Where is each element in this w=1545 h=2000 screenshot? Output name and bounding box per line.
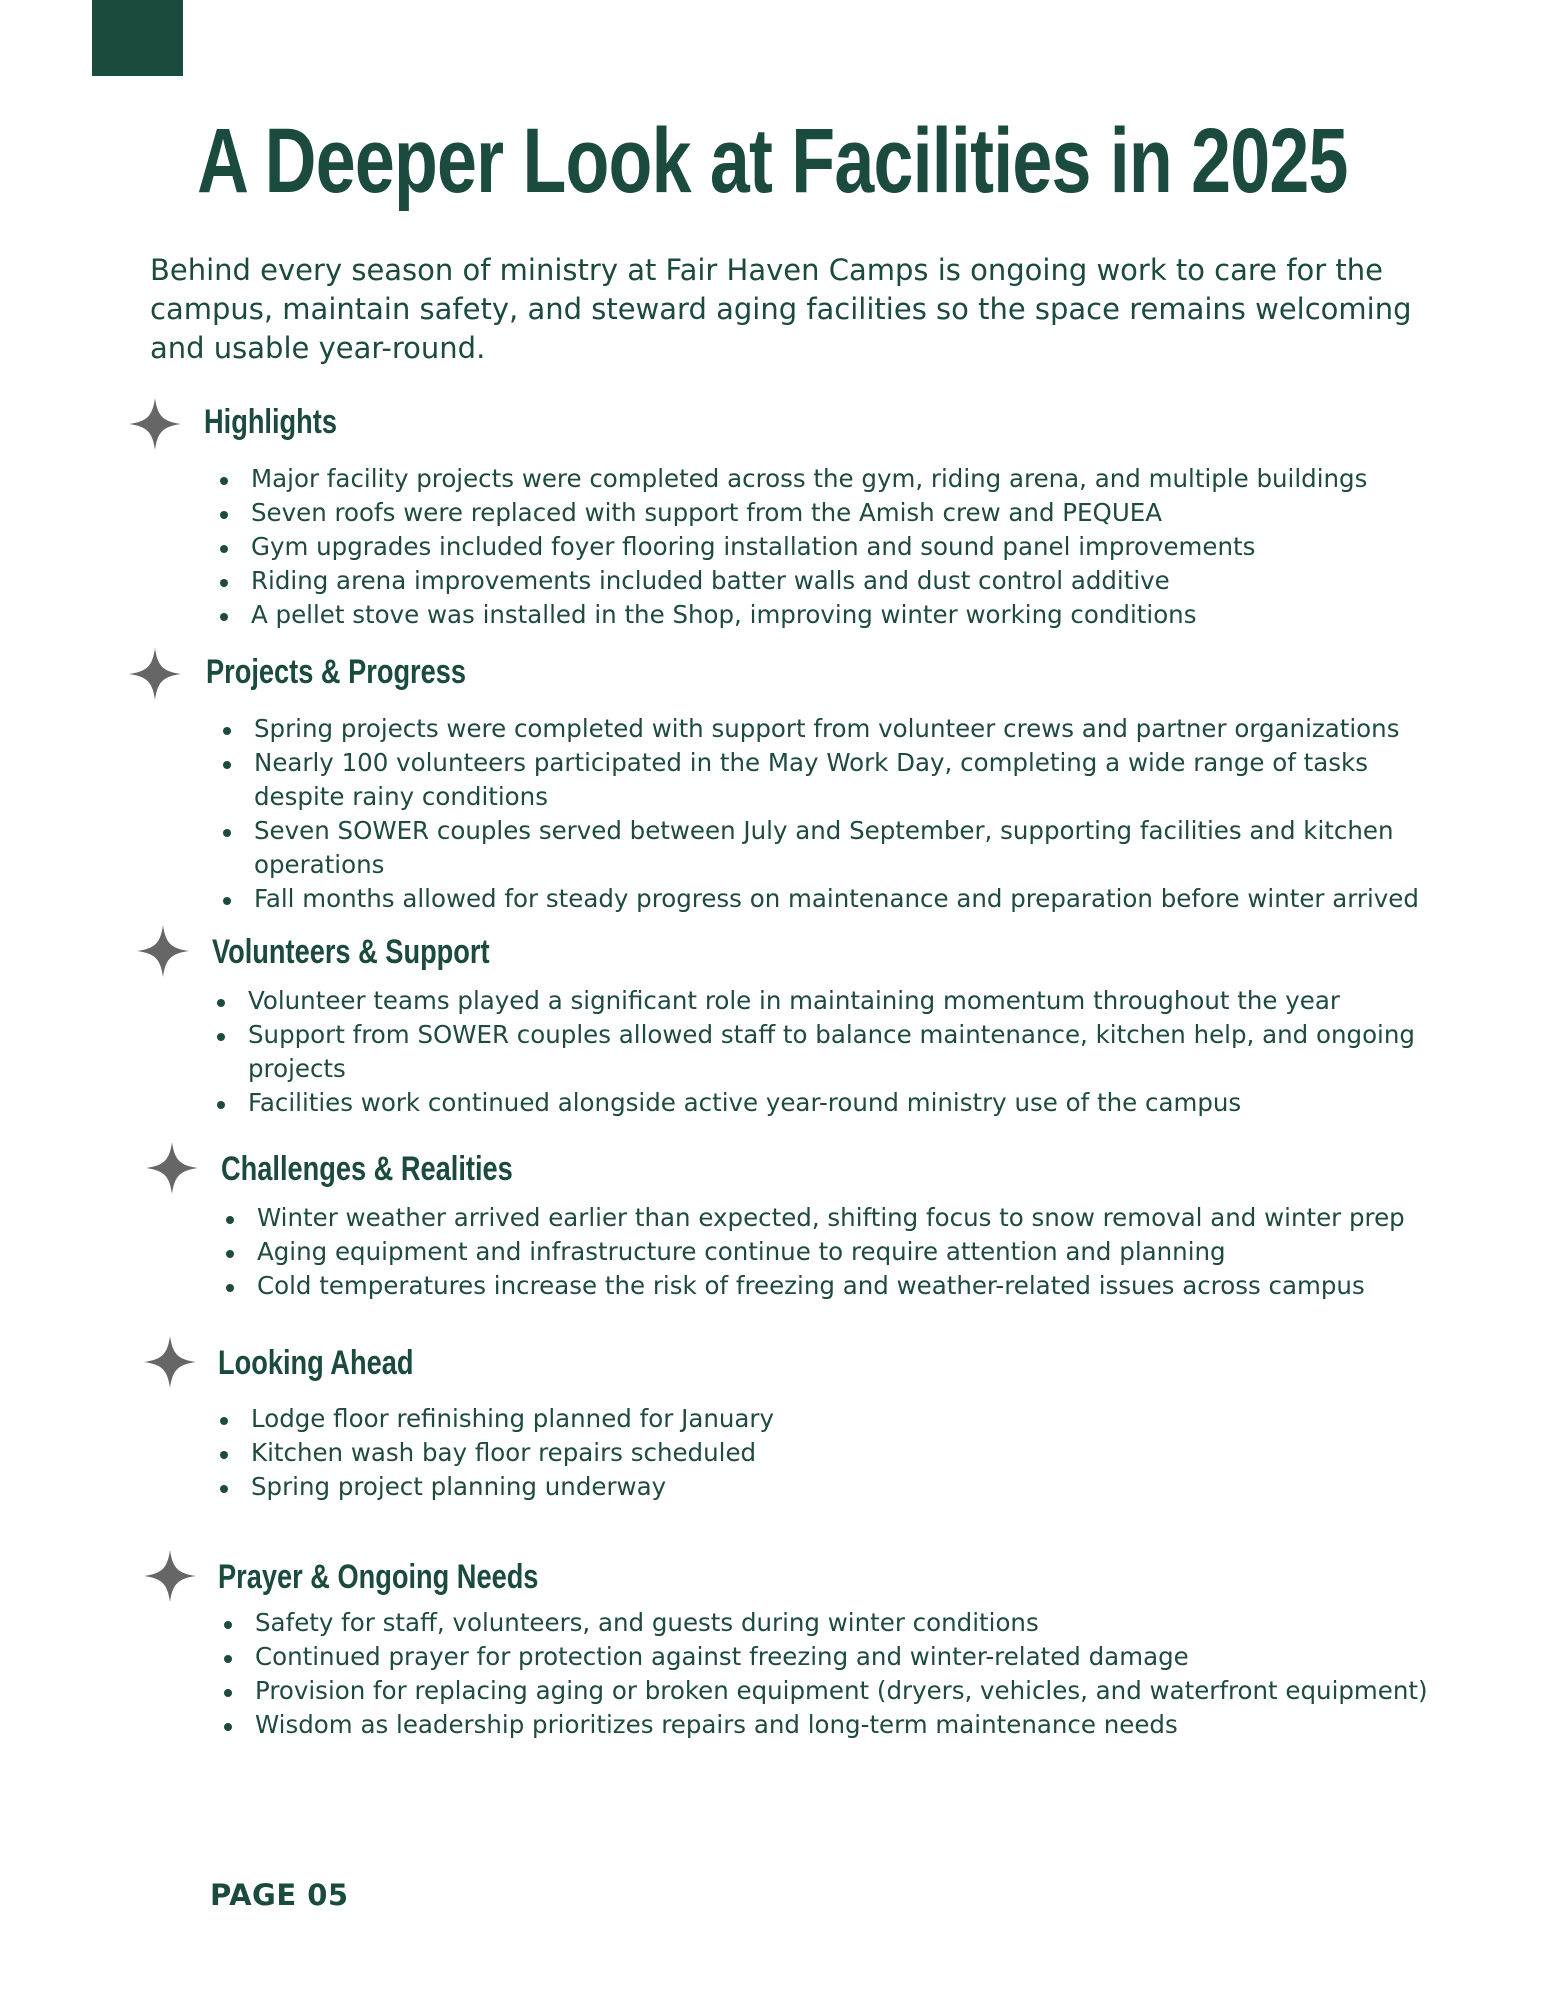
four-point-star-icon [142, 1334, 198, 1390]
list-item: Aging equipment and infrastructure continue to require attention and planning [224, 1235, 1454, 1269]
list-item: Volunteer teams played a significant role in maintaining momentum throughout the year [215, 984, 1415, 1018]
list-item: Winter weather arrived earlier than expected, shifting focus to snow removal and winter prep [224, 1201, 1454, 1235]
four-point-star-icon [144, 1140, 200, 1196]
list-item: Seven roofs were replaced with support from the Amish crew and PEQUEA [218, 496, 1448, 530]
bullet-list [215, 984, 1415, 1120]
list-item: Nearly 100 volunteers participated in the May Work Day, completing a wide range of tasks despite rainy conditions [221, 746, 1431, 814]
bullet-list [224, 1201, 1454, 1303]
list-item: Cold temperatures increase the risk of freezing and weather-related issues across campus [224, 1269, 1454, 1303]
section-heading: Projects & Progress [206, 653, 467, 691]
four-point-star-icon [127, 646, 183, 702]
corner-accent-block [92, 0, 183, 76]
intro-paragraph: Behind every season of ministry at Fair Haven Camps is ongoing work to care for the campus, maintain safety, and steward aging facilities so the space remains welcoming and usable year-round. [150, 253, 1412, 365]
list-item: Safety for staff, volunteers, and guests during winter conditions [222, 1606, 1462, 1640]
list-item: Spring projects were completed with support from volunteer crews and partner organizations [221, 712, 1431, 746]
list-item: Kitchen wash bay floor repairs scheduled [218, 1436, 1418, 1470]
section-heading: Highlights [204, 403, 337, 441]
list-item: Seven SOWER couples served between July and September, supporting facilities and kitchen operations [221, 814, 1431, 882]
list-item: Lodge floor refinishing planned for January [218, 1402, 1418, 1436]
section-heading: Looking Ahead [218, 1344, 414, 1382]
list-item: Facilities work continued alongside active year-round ministry use of the campus [215, 1086, 1415, 1120]
four-point-star-icon [127, 396, 183, 452]
list-item: Wisdom as leadership prioritizes repairs and long-term maintenance needs [222, 1708, 1462, 1742]
list-item: Spring project planning underway [218, 1470, 1418, 1504]
four-point-star-icon [142, 1548, 198, 1604]
list-item: Fall months allowed for steady progress on maintenance and preparation before winter arrived [221, 882, 1431, 916]
page-title: A Deeper Look at Facilities in 2025 [197, 110, 1348, 212]
bullet-list [218, 1402, 1418, 1504]
section-heading: Prayer & Ongoing Needs [218, 1558, 539, 1596]
list-item: Provision for replacing aging or broken equipment (dryers, vehicles, and waterfront equipment) [222, 1674, 1462, 1708]
list-item: A pellet stove was installed in the Shop, improving winter working conditions [218, 598, 1448, 632]
list-item: Gym upgrades included foyer flooring installation and sound panel improvements [218, 530, 1448, 564]
list-item: Continued prayer for protection against freezing and winter-related damage [222, 1640, 1462, 1674]
page-number: PAGE 05 [210, 1878, 349, 1912]
bullet-list [222, 1606, 1462, 1742]
four-point-star-icon [135, 923, 191, 979]
section-heading: Volunteers & Support [212, 933, 490, 971]
bullet-list [221, 712, 1431, 916]
list-item: Support from SOWER couples allowed staff to balance maintenance, kitchen help, and ongoing projects [215, 1018, 1415, 1086]
list-item: Riding arena improvements included batter walls and dust control additive [218, 564, 1448, 598]
section-heading: Challenges & Realities [221, 1150, 513, 1188]
bullet-list [218, 462, 1448, 632]
list-item: Major facility projects were completed across the gym, riding arena, and multiple buildings [218, 462, 1448, 496]
